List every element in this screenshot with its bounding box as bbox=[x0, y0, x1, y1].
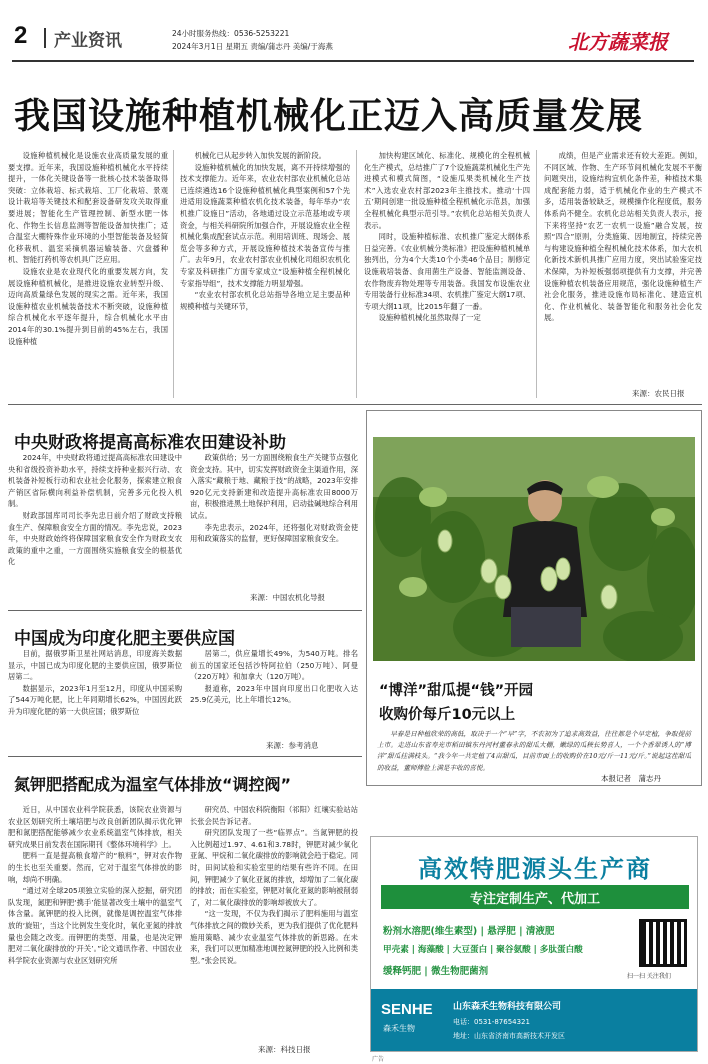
ad-phone: 电话：0531-87654321 bbox=[453, 1018, 530, 1026]
lead-source: 来源：农民日报 bbox=[632, 389, 685, 398]
paragraph: 同时，设施种植标准、农机推广鉴定大纲体系日益完善。《农业机械分类标准》把设施种植机械单独列出，分为4个大类10个小类46个品目；制修定设施栽培装备、食用菌生产设备、智能监测设备、农作物废弃物处理等专用装备。我国发布设施农业专用装备行业标准34项、农机推广鉴定大纲17项、专项大纲11项，比2015年翻了一番。 bbox=[364, 232, 530, 311]
paragraph: 研究员、中国农科院衡阳（祁阳）红壤实验站站长张会民告诉记者。 bbox=[190, 805, 358, 826]
ad-tag: 广告 bbox=[372, 1056, 385, 1063]
melon-farmer-photo bbox=[373, 437, 695, 661]
article-2-col-1 bbox=[8, 452, 182, 604]
paragraph: 居第二，供应量增长49%，为540万吨。排名前五的国家还包括沙特阿拉伯（250万吨）、阿曼（220万吨）和加拿大（120万吨）。 bbox=[190, 649, 358, 682]
paper-logo: 北方蔬菜报 bbox=[568, 30, 668, 54]
article-4-source: 来源：科技日报 bbox=[258, 1045, 311, 1054]
article-4-col-2 bbox=[190, 804, 358, 1040]
brand-logo: SENHE bbox=[381, 1001, 433, 1018]
article-3-col-2 bbox=[190, 648, 358, 728]
ad-line-3: 缓释钙肥 | 微生物肥菌剂 bbox=[383, 966, 489, 977]
article-3-source: 来源：参考消息 bbox=[266, 741, 319, 750]
lead-col-4 bbox=[544, 150, 702, 382]
lead-col-1 bbox=[8, 150, 168, 398]
ad-subtitle-bar bbox=[381, 885, 689, 909]
paragraph: 政策供给；另一方面围绕粮食生产关键节点强化资金支持。其中，切实发挥财政资金主渠道作用，深入落实“藏粮于地、藏粮于技”的战略，2023年安排920亿元支持新建和改造提升高标准农田8000万亩，积极推进黑土地保护利用，启动盐碱地综合利用试点。 bbox=[190, 453, 358, 520]
paragraph: 成绩，但是产业需求还有较大差距。例如，不同区域、作物、生产环节间机械化发展不平衡问题突出，设施结构宜机化条件差，种植技术集成配套能力弱，适于机械化作业的生产模式不多，适用装备较缺乏，规模操作化程度低，服务体系尚不健全。农机化总站相关负责人表示，接下来将坚持“农艺一农机一设施”融合发展，按照“四合”原则，分类施策、因地制宜，持续完善与构建设施种植全程机械化技术体系，加大农机化新技术新机具推广应用力度，突出试验鉴定技术保障，为补短板强弱项提供有力支撑，并完善设施种植农机装备应用规范，强化设施种植生产社会化服务，推进设施布局标准化、建造宜机化、作业机械化、装备智能化和服务社会化发展。 bbox=[544, 151, 702, 323]
paragraph: 设施种植机械化虽然取得了一定 bbox=[378, 313, 481, 323]
photo-feature bbox=[366, 410, 702, 786]
paragraph: 设施种植机械化是设施农业高质量发展的重要支撑。近年来，我国设施种植机械化水平持续提升，一体化关键设备等一批核心技术装备取得突破：立体栽培、标式栽培、工厂化栽培、景观设计栽培等关键技术和配套设备研发攻关取得重要进展；智能化生产管理控制、新型水肥一体化、作物生长信息监测等智能设备加快推广；适合温室大棚特殊作业环境的小型智能装备及轻简化移栽机、温室采摘机器运输装备、穴盘播种机、智能打药机等农机具广泛应用。 bbox=[8, 151, 168, 265]
article-4-col-1 bbox=[8, 804, 182, 1052]
masthead-rule bbox=[12, 60, 694, 62]
paragraph: 2024年，中央财政将通过提高高标准农田建设中央和省级投资补助水平，持续支持种业振兴行动、农机装备补短板行动和农业社会化服务，探索建立粮食产销区省际横向利益补偿机制，完善多元化投入机制。 bbox=[8, 453, 182, 509]
article-3-headline: 中国成为印度化肥主要供应国 bbox=[14, 629, 235, 649]
hotline: 24小时服务热线：0536-5253221 bbox=[172, 29, 290, 38]
section-title: 产业资讯 bbox=[54, 31, 122, 51]
photo-body: 早春是日种植欣荣的高低，取决于一个“早”字，不农初为了追求高效益，往往都是个早定植，争取提前上市。走进山东省寿光市稻田镇东丹河村董春永的甜瓜大棚，嫩绿的瓜秧长势喜人，一个个香翠诱人的“博洋”甜瓜挂满枝头。“我今年一共定植了4亩甜瓜，目前市面上的收购价在10元/斤一11元/斤。”说起这茬甜瓜的收益，董师傅脸上满是丰收的喜悦。 bbox=[377, 730, 691, 772]
paragraph: 设施种植机械化的加快发展，离不开持续增强的技术支撑能力。近年来，农业农村部农业机械化总站已连续遴选16个设施种植机械化典型案例和57个先进适用设施蔬菜种植农机化技术装备，每年举办“农机推广设施日”活动，各地通过设立示范基地或专项资金，与相关科研院所加强合作，开展设施农业全程机械化集成配套试点示范。利用培训班、现场会、展览会等多种方式，开展设施种植技术装备宣传与推广。去年9月，农业农村部农业机械化司组织农机化专家及科研推广方面专家成立“设施种植全程机械化专家指导组”，技术支撑能力明显增强。 bbox=[180, 162, 350, 288]
ad-line-2: 甲壳素 | 海藻酸 | 大豆蛋白 | 聚谷氨酸 | 多肽蛋白酸 bbox=[383, 945, 583, 955]
brand-cn: 森禾生物 bbox=[383, 1024, 415, 1033]
photo-byline: 本报记者 蒲志丹 bbox=[601, 774, 661, 783]
ad-address: 地址：山东省济南市高新技术开发区 bbox=[453, 1032, 565, 1040]
paragraph: 报道称，2023年中国向印度出口化肥收入达25.9亿美元，比上年增长12%。 bbox=[190, 683, 358, 705]
paragraph: 财政部国库司司长李先忠日前介绍了财政支持粮食生产、保障粮食安全方面的情况。李先忠说，2023年，中央财政始终将保障国家粮食安全作为财政支农政策的重中之重，一方面围绕实施粮食安全的根基优化 bbox=[8, 510, 182, 567]
lead-headline: 我国设施种植机械化正迈入高质量发展 bbox=[14, 96, 644, 137]
page-number: 2 bbox=[14, 22, 28, 49]
advertisement bbox=[370, 836, 698, 1052]
ad-title: 高效特肥源头生产商 bbox=[418, 855, 652, 883]
ad-footer bbox=[371, 989, 697, 1051]
paragraph: “这一发现，不仅为我们揭示了肥料施用与温室气体排放之间的微妙关系，更为我们提供了优化肥料施用策略、减少农业温室气体排放的新思路。在未来，我们可以更加精准地调控氮钾肥的投入比例和类型。”张会民说。 bbox=[190, 909, 358, 965]
article-2-col-2 bbox=[190, 452, 358, 592]
paragraph: 机械化已从起步转入加快发展的新阶段。 bbox=[194, 151, 326, 160]
qr-label: 扫一扫 关注我们 bbox=[627, 973, 671, 980]
date-line: 2024年3月1日 星期五 责编/蒲志丹 美编/于海燕 bbox=[172, 42, 333, 51]
paragraph: 设施农业是农业现代化的重要发展方向，发展设施种植机械化，是推进设施农业转型升级、迈向高质量绿色发展的现实之需。近年来，我国设施种植农业机械装备技术不断突破，设施种植综合机械化水平逐年提升，综合机械化水平由2014年的30.1%提升到目前的45%左右，我国设施种植 bbox=[8, 266, 168, 346]
paragraph: “通过对全球205项独立实验的深入挖掘，研究团队发现，氮肥和钾肥‘携手’能显著改变土壤中的温室气体含量。氮钾肥的投入比例，就像是调控温室气体排放的‘旋钮’，当这个比例发生变化时，氧化亚氮的排放量也会随之改变。而钾肥的类型、用量，也是决定钾肥对二氧化碳排放的‘开关’。”论文通讯作者、中国农业科学院农业资源与农业区划研究所 bbox=[8, 886, 182, 965]
lead-col-3 bbox=[364, 150, 530, 398]
paragraph: 目前，据俄罗斯卫星社网站消息，印度海关数据显示，中国已成为印度化肥的主要供应国，俄罗斯位居第二。 bbox=[8, 649, 182, 682]
paragraph: 数据显示，2023年1月至12月，印度从中国采购了544万吨化肥，比上年同期增长62%，中国因此跃升为印度化肥的第一大供应国；俄罗斯位 bbox=[8, 683, 182, 716]
masthead bbox=[0, 0, 708, 62]
paragraph: 近日，从中国农业科学院获悉，该院农业资源与农业区划研究所土壤培肥与改良创新团队揭示优化钾肥和氮肥搭配能够减少农业系统温室气体排放，相关研究成果日前发表在国际期刊《整体环境科学》上。 bbox=[8, 805, 182, 849]
article-2-source: 来源：中国农机化导报 bbox=[250, 593, 325, 602]
ad-company: 山东森禾生物科技有限公司 bbox=[453, 1002, 562, 1012]
ad-line-1: 粉剂水溶肥(维生素型) | 悬浮肥 | 清液肥 bbox=[383, 926, 555, 937]
paragraph: 加快构建区域化、标准化、规模化的全程机械化生产模式，总结推广了7个设施蔬菜机械化生产先进模式和模式简图，“设施瓜果类机械化生产技术”入选农业农村部2023年主推技术。推动‘十四五’期间创建一批设施种植全程机械化示范县，加强全程机械化典型示范引导。”农机化总站相关负责人表示。 bbox=[364, 151, 530, 230]
ad-subtitle: 专注定制生产、代加工 bbox=[469, 892, 600, 907]
paragraph: 肥料一直是提高粮食增产的“粮料”，钾对农作物的生长也至关重要。然而，它对于温室气体排放的影响，却尚不明确。 bbox=[8, 851, 182, 884]
qr-code[interactable] bbox=[639, 919, 687, 967]
photo-caption-2: 收购价每斤10元以上 bbox=[379, 707, 516, 723]
lead-col-2 bbox=[180, 150, 350, 398]
paragraph: 研究团队发现了一些“临界点”。当氮钾肥的投入比例超过1.97、4.61和3.78时，钾肥对减少氧化亚氮、甲烷和二氧化碳排放的影响就会趋于稳定。同时，田间试验和实验室里的结果有些许不同。在田间，钾肥减少了氧化亚氮的排放，却增加了二氧化碳的排放；而在实验室，钾肥对氧化亚氮的影响被削弱了，对二氧化碳排放的影响却被放大了。 bbox=[190, 828, 358, 907]
paragraph: 李先忠表示，2024年，还将强化对财政资金使用和政策落实的监督，更好保障国家粮食安全。 bbox=[190, 522, 358, 544]
article-3-col-1 bbox=[8, 648, 182, 748]
article-2-headline: 中央财政将提高高标准农田建设补助 bbox=[14, 433, 286, 453]
article-4-headline: 氮钾肥搭配成为温室气体排放“调控阀” bbox=[14, 775, 292, 794]
photo-caption-1: “博洋”甜瓜提“钱”开园 bbox=[379, 683, 534, 699]
paragraph: “农业农村部农机化总站指导各地立足主要品种规模种植与关键环节， bbox=[180, 290, 350, 311]
